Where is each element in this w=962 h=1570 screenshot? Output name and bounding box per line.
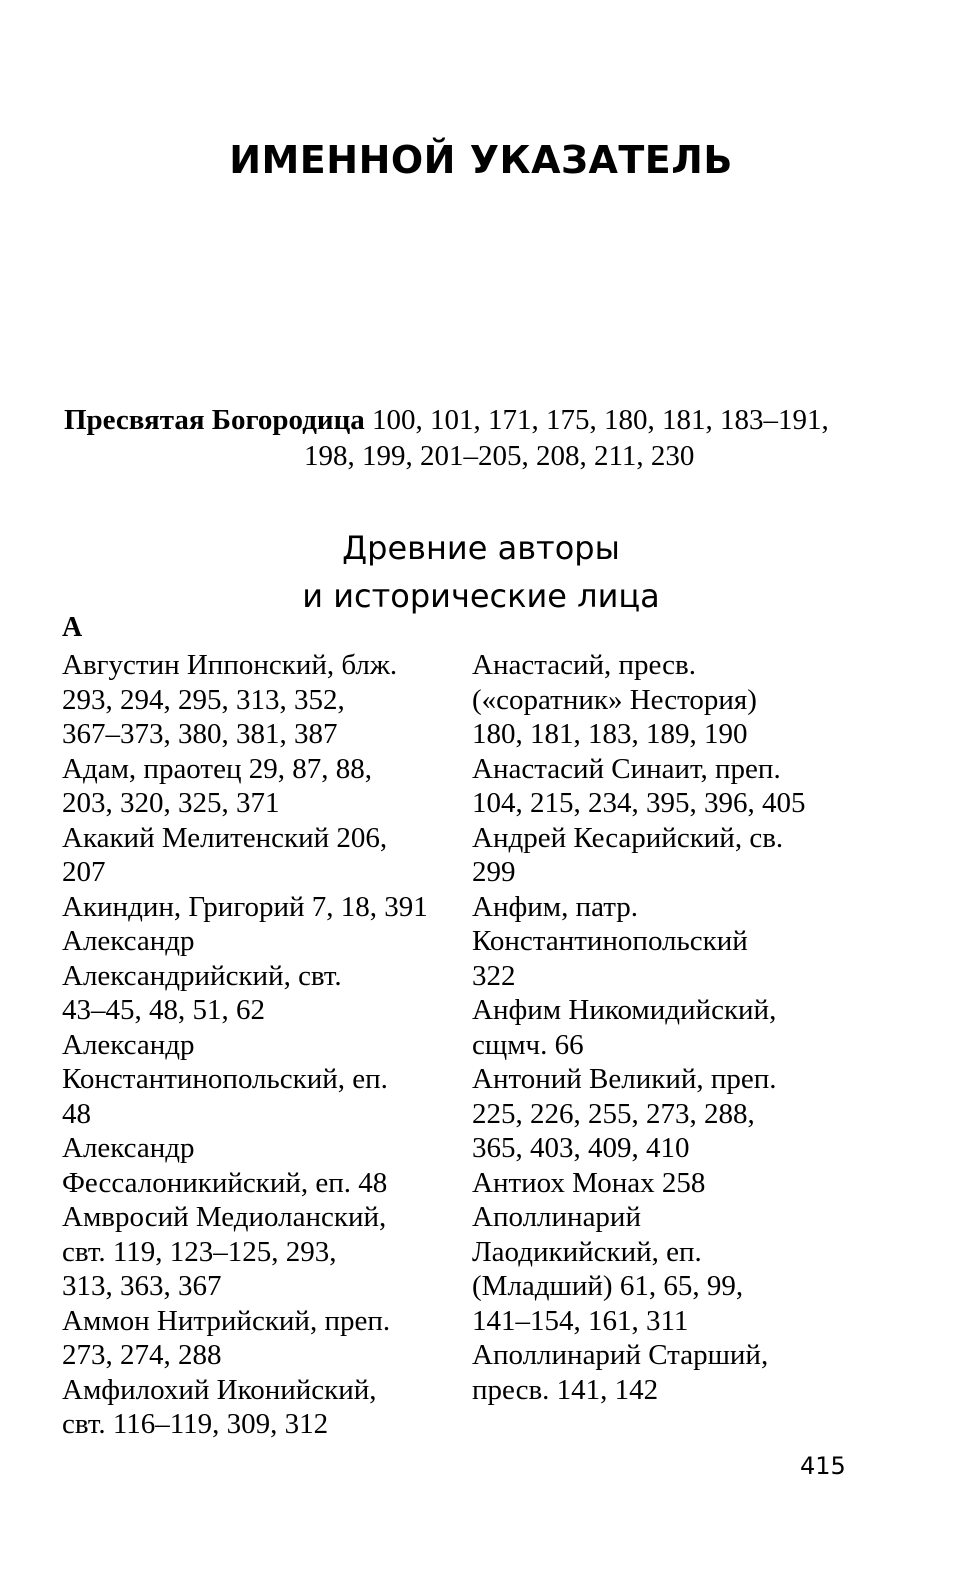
featured-entry xyxy=(64,402,864,474)
index-entry xyxy=(472,890,872,994)
index-entry-line: 48 xyxy=(62,1097,91,1130)
index-entry xyxy=(472,752,872,821)
index-entry-line: пресв. 141, 142 xyxy=(472,1373,659,1406)
index-entry-line: Андрей Кесарийский, св. xyxy=(472,821,784,854)
index-entry xyxy=(472,1200,872,1338)
index-entry-line: Амфилохий Иконийский, xyxy=(62,1373,377,1406)
index-column-left xyxy=(62,648,462,1442)
section-title-line1: Древние авторы xyxy=(342,529,620,567)
index-entry xyxy=(472,648,872,752)
index-entry-line: Лаодикийский, еп. xyxy=(472,1235,702,1268)
index-entry-line: Анфим, патр. xyxy=(472,890,639,923)
index-entry-line: Адам, праотец 29, 87, 88, xyxy=(62,752,372,785)
index-entry xyxy=(472,1338,872,1407)
index-entry-line: Антоний Великий, преп. xyxy=(472,1063,777,1095)
index-entry xyxy=(62,924,462,1028)
featured-entry-pages-line1: 100, 101, 171, 175, 180, 181, 183–191, xyxy=(372,404,829,436)
index-entry-line: Аполлинарий xyxy=(472,1201,641,1233)
section-title-line2: и исторические лица xyxy=(302,577,660,615)
index-entry-line: свт. 119, 123–125, 293, xyxy=(62,1235,337,1268)
index-entry-line: 43–45, 48, 51, 62 xyxy=(62,994,265,1026)
index-entry-line: 322 xyxy=(472,959,516,992)
index-entry-line: Амвросий Медиоланский, xyxy=(62,1201,387,1233)
index-entry-line: 365, 403, 409, 410 xyxy=(472,1132,690,1164)
index-entry-line: Александр xyxy=(62,1132,195,1164)
index-entry-line: Александрийский, свт. xyxy=(62,959,342,992)
index-entry-line: Александр xyxy=(62,1028,195,1061)
index-entry-line: Анастасий, пресв. xyxy=(472,649,696,681)
index-entry-line: Акиндин, Григорий 7, 18, 391 xyxy=(62,890,428,923)
index-entry xyxy=(62,1304,462,1373)
index-entry-line: 207 xyxy=(62,856,106,888)
index-entry-line: Августин Иппонский, блж. xyxy=(62,649,398,681)
index-entry xyxy=(62,752,462,821)
index-entry-line: (Младший) 61, 65, 99, xyxy=(472,1270,744,1302)
index-entry-line: 104, 215, 234, 395, 396, 405 xyxy=(472,787,806,819)
index-entry xyxy=(62,890,462,925)
section-title xyxy=(0,524,962,620)
page-title: ИМЕННОЙ УКАЗАТЕЛЬ xyxy=(229,138,733,182)
featured-entry-pages-line2: 198, 199, 201–205, 208, 211, 230 xyxy=(304,440,695,472)
index-entry-line: 293, 294, 295, 313, 352, xyxy=(62,683,345,716)
index-entry-line: Константинопольский xyxy=(472,925,748,957)
index-entry-line: 180, 181, 183, 189, 190 xyxy=(472,718,748,750)
index-entry xyxy=(472,1166,872,1201)
index-entry-line: 299 xyxy=(472,856,516,888)
index-entry-line: Анастасий Синаит, преп. xyxy=(472,752,781,785)
index-entry-line: сщмч. 66 xyxy=(472,1028,584,1061)
page-number: 415 xyxy=(800,1452,846,1480)
index-entry-line: Фессалоникийский, еп. 48 xyxy=(62,1166,388,1199)
index-entry-line: 313, 363, 367 xyxy=(62,1270,222,1302)
index-entry-line: 225, 226, 255, 273, 288, xyxy=(472,1097,755,1130)
index-column-right xyxy=(472,648,872,1407)
index-entry-line: 203, 320, 325, 371 xyxy=(62,787,280,819)
index-entry-line: 367–373, 380, 381, 387 xyxy=(62,718,338,750)
letter-heading: А xyxy=(62,612,83,643)
index-entry-line: Антиох Монах 258 xyxy=(472,1166,706,1199)
index-entry-line: 141–154, 161, 311 xyxy=(472,1304,689,1337)
index-entry-line: Анфим Никомидийский, xyxy=(472,994,777,1026)
index-entry xyxy=(472,1062,872,1166)
index-entry xyxy=(62,821,462,890)
index-entry xyxy=(62,1028,462,1132)
index-entry xyxy=(62,648,462,752)
index-entry xyxy=(472,993,872,1062)
index-entry-line: Аполлинарий Старший, xyxy=(472,1339,769,1371)
index-entry-line: свт. 116–119, 309, 312 xyxy=(62,1408,329,1440)
featured-entry-name: Пресвятая Богородица xyxy=(64,404,365,436)
index-entry-line: Акакий Мелитенский 206, xyxy=(62,821,388,854)
index-entry xyxy=(472,821,872,890)
index-entry-line: Константинопольский, еп. xyxy=(62,1063,388,1095)
index-entry xyxy=(62,1131,462,1200)
index-entry-line: Александр xyxy=(62,925,195,957)
index-entry-line: («соратник» Нестория) xyxy=(472,683,757,716)
index-entry xyxy=(62,1373,462,1442)
index-entry-line: 273, 274, 288 xyxy=(62,1339,222,1371)
index-entry xyxy=(62,1200,462,1304)
index-entry-line: Аммон Нитрийский, преп. xyxy=(62,1304,391,1337)
